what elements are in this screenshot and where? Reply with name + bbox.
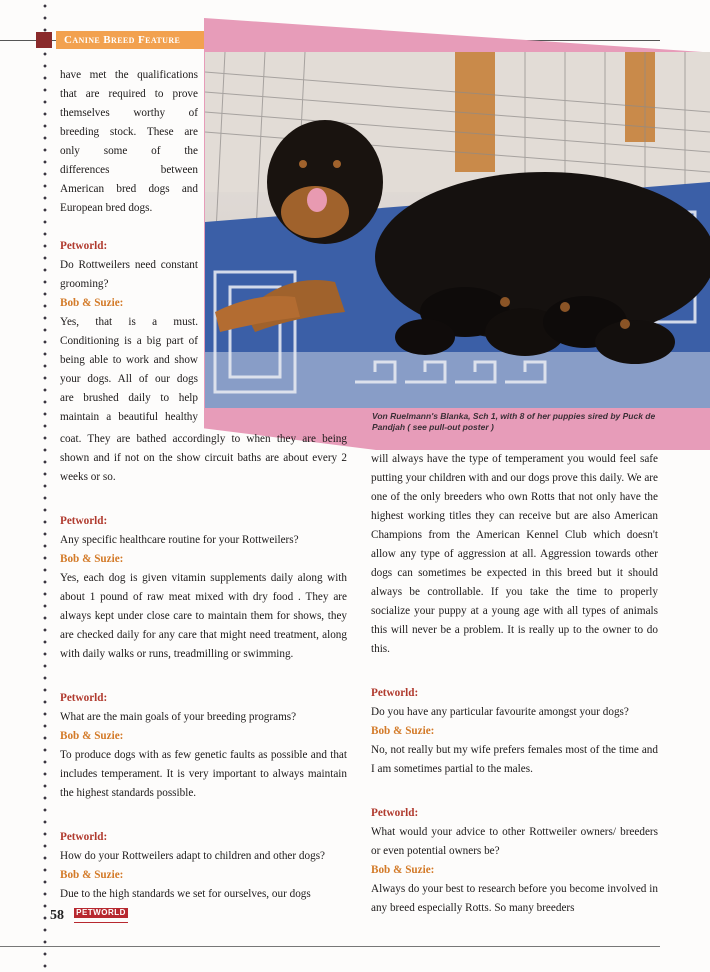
answer-text: Due to the high standards we set for ourselves, our dogs [60, 888, 311, 900]
petworld-label: Petworld: [60, 692, 108, 704]
petworld-label: Petworld: [60, 831, 108, 843]
text-line: themselves worthy of [60, 107, 198, 119]
brand-logo: PETWORLD [74, 908, 128, 918]
question-text: What are the main goals of your breeding programs? [60, 711, 297, 723]
header-square [36, 32, 52, 48]
rottweiler-photo [205, 52, 710, 408]
text-line: your dogs. All of our dogs [60, 373, 198, 385]
text-line: European bred dogs. [60, 202, 153, 214]
left-narrow-column [60, 66, 198, 427]
answer-label: Bob & Suzie: [60, 869, 124, 881]
question-text: What would your advice to other Rottweiler owners/ breeders or even potential owners be? [371, 826, 658, 857]
footer-rule [0, 946, 660, 947]
text-line: being able to work and show [60, 354, 198, 366]
question-text: Do Rottweilers need constant grooming? [60, 259, 198, 290]
question-text: How do your Rottweilers adapt to children and other dogs? [60, 850, 326, 862]
petworld-label: Petworld: [60, 240, 108, 252]
answer-text: Always do your best to research before you become involved in any breed especially Rotts. So many breeders [371, 883, 658, 914]
question-text: Do you have any particular favourite amongst your dogs? [371, 706, 629, 718]
text-line: are brushed daily to help [60, 392, 198, 404]
text-line: have met the qualifications [60, 69, 198, 81]
answer-text: To produce dogs with as few genetic faults as possible and that includes temperament. It is very important to always maintain the highest standards possible. [60, 749, 347, 799]
dotted-margin [42, 0, 48, 972]
text-line: breeding stock. These are [60, 126, 198, 138]
right-column [371, 450, 658, 918]
answer-label: Bob & Suzie: [60, 297, 124, 309]
photo-illustration [205, 52, 710, 408]
petworld-label: Petworld: [371, 807, 419, 819]
answer-label: Bob & Suzie: [60, 553, 124, 565]
photo-caption: Von Ruelmann's Blanka, Sch 1, with 8 of her puppies sired by Puck de Pandjah ( see pull-out poster ) [372, 411, 656, 432]
answer-text: Yes, each dog is given vitamin supplements daily along with about 1 pound of raw meat mixed with dry food . They are always kept under close care to maintain them for shows, they are checked daily for any care that might need treatment, along with daily walks or runs, treadmilling or swimming. [60, 572, 347, 660]
page-number: 58 [50, 908, 64, 923]
text-line: only some of the [60, 145, 198, 157]
text-line: Conditioning is a big part of [60, 335, 198, 347]
answer-label: Bob & Suzie: [371, 864, 435, 876]
text-line: differences between [60, 164, 198, 176]
text-line: that are required to prove [60, 88, 198, 100]
answer-text: will always have the type of temperament you would feel safe putting your children with and our dogs prove this daily. We are one of the only breeders who own Rotts that not only have the highest working titles they can receive but are also American Champions from the American Kennel Club which doesn't allow any type of aggression at all. Aggression towards other dogs can sometimes be expected in this breed but it should always be controllable. If you take the time to properly socialize your puppy at a young age with all types of animals this will never be a problem. It is really up to the owner to do this. [371, 453, 658, 655]
answer-label: Bob & Suzie: [371, 725, 435, 737]
question-text: Any specific healthcare routine for your Rottweilers? [60, 534, 299, 546]
left-column [60, 430, 347, 904]
petworld-label: Petworld: [60, 515, 108, 527]
text-line: American bred dogs and [60, 183, 198, 195]
answer-label: Bob & Suzie: [60, 730, 124, 742]
text-line: Yes, that is a must. [60, 316, 198, 328]
answer-text: No, not really but my wife prefers females most of the time and I am sometimes partial to the males. [371, 744, 658, 775]
answer-text: coat. They are bathed accordingly to when they are being shown and if not on the show circuit baths are about every 2 weeks or so. [60, 433, 347, 483]
section-title: Canine Breed Feature [56, 31, 212, 49]
petworld-label: Petworld: [371, 687, 419, 699]
text-line: maintain a beautiful healthy [60, 411, 198, 423]
brand-rule [74, 922, 128, 923]
